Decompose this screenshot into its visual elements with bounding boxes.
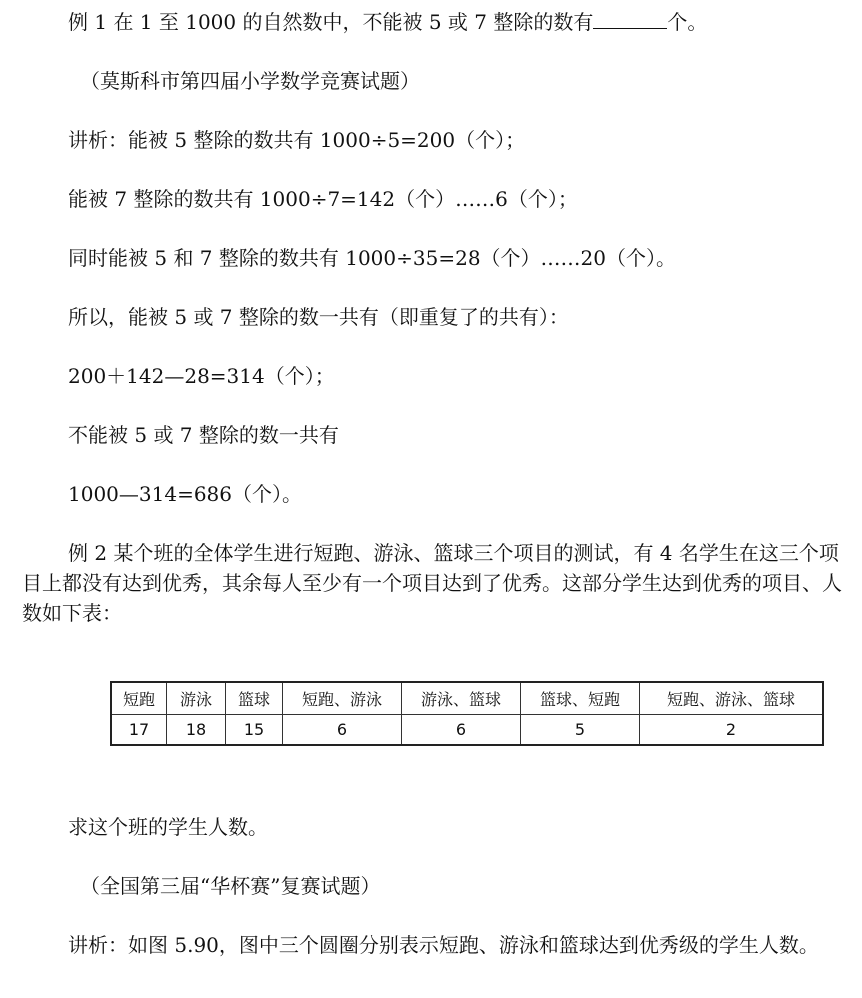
table-cell: 6 [283,715,402,746]
analysis-line: 讲析：能被 5 整除的数共有 1000÷5=200（个）； [68,128,526,152]
example2-problem: 例 2 某个班的全体学生进行短跑、游泳、篮球三个项目的测试，有 4 名学生在这三个项目上都没有达到优秀，其余每人至少有一个项目达到了优秀。这部分学生达到优秀的项目、人数如下表： [22,541,842,625]
analysis-line: 能被 7 整除的数共有 1000÷7=142（个）……6（个）； [68,187,578,211]
example2-question: 求这个班的学生人数。 [68,815,268,839]
table-cell: 18 [167,715,226,746]
table-row [111,715,823,746]
table-header-cell: 篮球、短跑 [521,682,640,715]
table-header-cell: 游泳 [167,682,226,715]
table-cell: 15 [226,715,283,746]
table-header-row [111,682,823,715]
table-header-cell: 篮球 [226,682,283,715]
analysis-line: 200＋142—28=314（个）； [68,364,335,388]
analysis-line: 不能被 5 或 7 整除的数一共有 [68,423,339,447]
table-cell: 17 [111,715,167,746]
example2-source: （全国第三届“华杯赛”复赛试题） [80,874,381,898]
results-table [110,681,824,746]
example2-analysis: 讲析：如图 5.90，图中三个圆圈分别表示短跑、游泳和篮球达到优秀级的学生人数。 [68,933,819,957]
analysis-line: 1000—314=686（个）。 [68,482,303,506]
table-header-cell: 短跑、游泳、篮球 [640,682,824,715]
table-header-cell: 游泳、篮球 [402,682,521,715]
table-cell: 2 [640,715,824,746]
example1-problem-tail: 个。 [667,10,708,34]
example1-problem [68,10,707,34]
analysis-line: 所以，能被 5 或 7 整除的数一共有（即重复了的共有）： [68,305,569,329]
example1-source: （莫斯科市第四届小学数学竞赛试题） [80,69,420,93]
answer-blank [593,12,667,29]
table-cell: 5 [521,715,640,746]
analysis-line: 同时能被 5 和 7 整除的数共有 1000÷35=28（个）……20（个）。 [68,246,676,270]
table-cell: 6 [402,715,521,746]
table-header-cell: 短跑、游泳 [283,682,402,715]
table-header-cell: 短跑 [111,682,167,715]
example1-problem-text: 例 1 在 1 至 1000 的自然数中，不能被 5 或 7 整除的数有 [68,10,594,34]
